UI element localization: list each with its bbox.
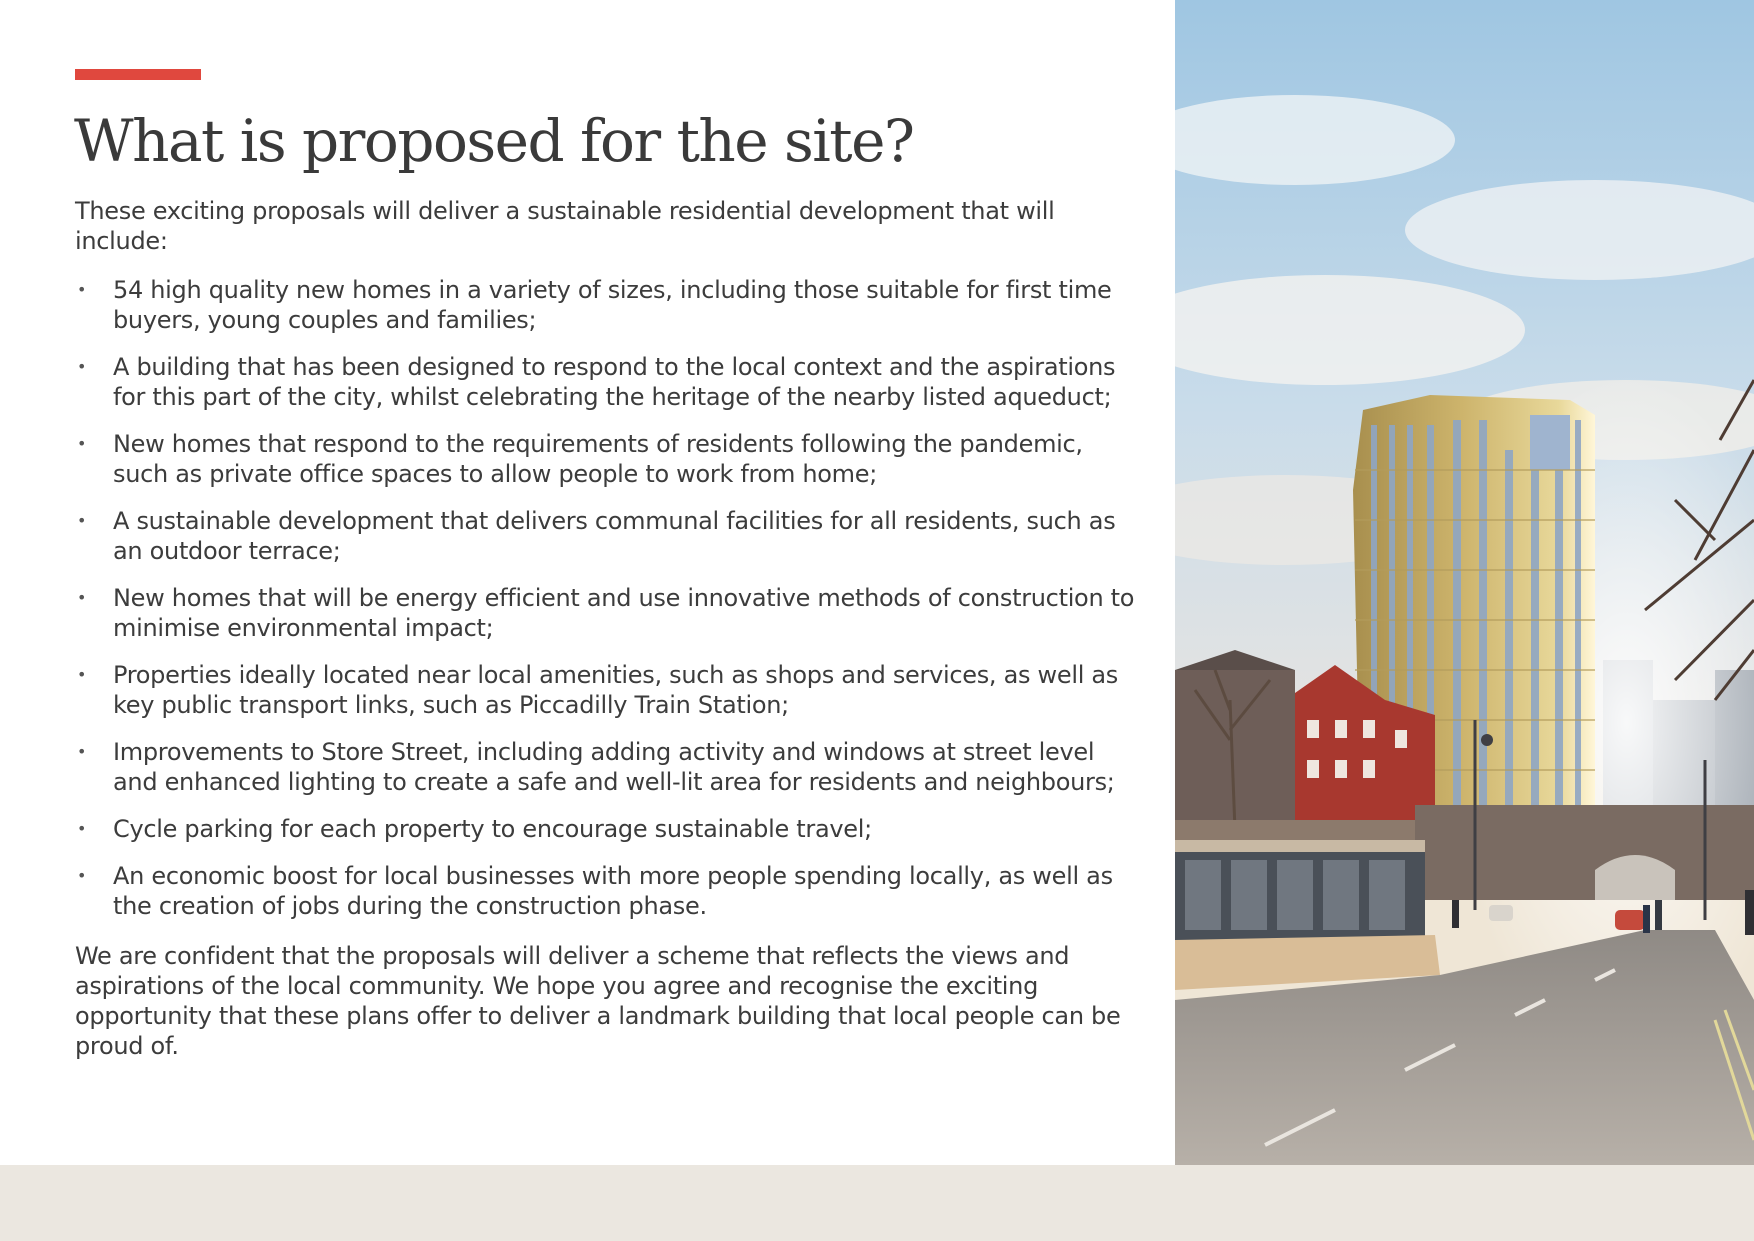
list-item — [75, 429, 1135, 489]
bullet-icon: • — [77, 742, 87, 761]
bullet-icon: • — [77, 357, 87, 376]
list-item — [75, 352, 1135, 412]
list-item — [75, 660, 1135, 720]
list-item — [75, 275, 1135, 335]
bullet-icon: • — [77, 866, 87, 885]
closing-paragraph: We are confident that the proposals will deliver a scheme that reflects the views and aspirations of the local community. We hope you agree and recognise the exciting opportunity that these plans offer to deliver a landmark building that local people can be proud of. — [75, 942, 1121, 1060]
text-column — [75, 196, 1135, 1061]
bullet-icon: • — [77, 588, 87, 607]
building-render-photo — [1175, 0, 1754, 1165]
list-item-text: New homes that will be energy efficient and use innovative methods of construction to minimise environmental impact; — [113, 584, 1135, 642]
list-item-text: Cycle parking for each property to encourage sustainable travel; — [113, 815, 872, 843]
bullet-icon: • — [77, 434, 87, 453]
list-item-text: A sustainable development that delivers communal facilities for all residents, such as an outdoor terrace; — [113, 507, 1116, 565]
list-item — [75, 506, 1135, 566]
bullet-icon: • — [77, 665, 87, 684]
list-item-text: Improvements to Store Street, including adding activity and windows at street level and enhanced lighting to create a safe and well-lit area for residents and neighbours; — [113, 738, 1115, 796]
list-item-text: 54 high quality new homes in a variety of sizes, including those suitable for first time buyers, young couples and families; — [113, 276, 1112, 334]
bullet-icon: • — [77, 511, 87, 530]
footer-band — [0, 1165, 1754, 1241]
intro-paragraph: These exciting proposals will deliver a sustainable residential development that will include: — [75, 197, 1055, 255]
list-item — [75, 814, 1135, 844]
list-item-text: A building that has been designed to respond to the local context and the aspirations for this part of the city, whilst celebrating the heritage of the nearby listed aqueduct; — [113, 353, 1116, 411]
list-item — [75, 737, 1135, 797]
page-title: What is proposed for the site? — [74, 107, 914, 175]
list-item-text: New homes that respond to the requirements of residents following the pandemic, such as private office spaces to allow people to work from home; — [113, 430, 1083, 488]
list-item — [75, 861, 1135, 921]
bullet-icon: • — [77, 280, 87, 299]
list-item-text: Properties ideally located near local amenities, such as shops and services, as well as key public transport links, such as Piccadilly Train Station; — [113, 661, 1118, 719]
proposal-list — [75, 275, 1135, 921]
accent-bar — [75, 69, 201, 80]
list-item-text: An economic boost for local businesses with more people spending locally, as well as the creation of jobs during the construction phase. — [113, 862, 1113, 920]
bullet-icon: • — [77, 819, 87, 838]
list-item — [75, 583, 1135, 643]
